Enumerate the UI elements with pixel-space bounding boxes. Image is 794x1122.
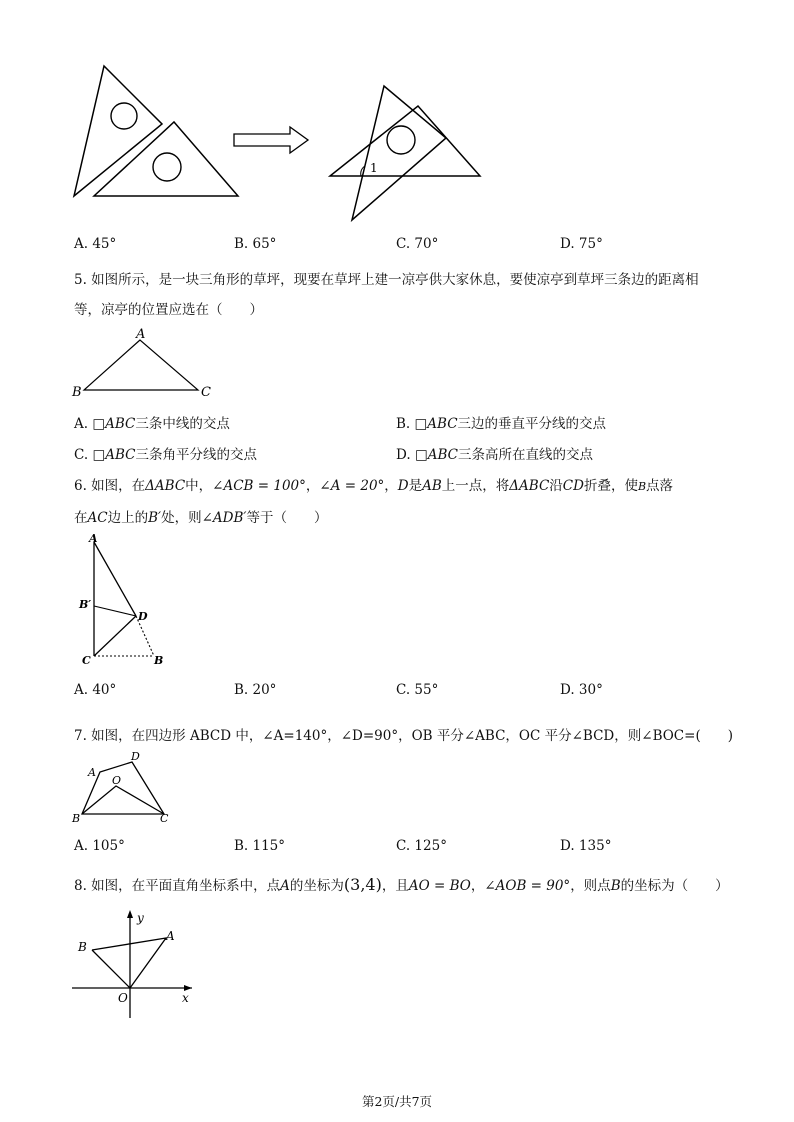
q4-option-a[interactable]: A. 45° (74, 236, 117, 252)
q7-stem: 7. 如图，在四边形 ABCD 中，∠A=140°，∠D=90°，OB 平分∠ABC，OC 平分∠BCD，则∠BOC=( ) (74, 728, 733, 744)
q6-option-d[interactable]: D. 30° (560, 682, 603, 698)
q4-arrow (232, 124, 312, 156)
q8-label-b: B (78, 940, 87, 954)
q5-label-b: B (72, 385, 82, 398)
q7-label-a: A (88, 766, 96, 779)
q5-option-a[interactable]: A. □ABC三条中线的交点 (74, 416, 230, 432)
q4-figure-right (326, 80, 486, 228)
q4-option-d[interactable]: D. 75° (560, 236, 603, 252)
q6-option-b[interactable]: B. 20° (234, 682, 277, 698)
q5-label-c: C (201, 385, 211, 398)
q7-option-a[interactable]: A. 105° (74, 838, 125, 854)
q6-figure (76, 530, 176, 668)
q6-stem-line1: 6. 如图，在ΔABC中，∠ACB = 100°，∠A = 20°，D是AB上一点，将ΔABC沿CD折叠，使B点落 (74, 478, 674, 494)
q5-label-a: A (136, 327, 146, 342)
q7-label-o: O (112, 774, 122, 787)
q7-option-b[interactable]: B. 115° (234, 838, 286, 854)
q6-label-d: D (138, 610, 148, 623)
q8-label-y: y (137, 911, 144, 925)
q8-label-o: O (118, 991, 128, 1005)
q5-figure (70, 326, 220, 398)
q8-figure (66, 906, 202, 1024)
q7-option-d[interactable]: D. 135° (560, 838, 612, 854)
q8-label-x: x (182, 991, 189, 1005)
q6-stem-line2: 在AC边上的B′处，则∠ADB′等于（ ） (74, 510, 328, 526)
q8-label-a: A (166, 929, 175, 943)
q5-option-c[interactable]: C. □ABC三条角平分线的交点 (74, 447, 257, 463)
q6-label-bprime: B′ (79, 598, 92, 611)
q4-figure-left (70, 60, 245, 202)
q6-option-c[interactable]: C. 55° (396, 682, 439, 698)
q6-label-c: C (82, 654, 91, 667)
q5-option-b[interactable]: B. □ABC三边的垂直平分线的交点 (396, 416, 607, 432)
q7-figure (70, 748, 180, 828)
q4-option-b[interactable]: B. 65° (234, 236, 277, 252)
q7-option-c[interactable]: C. 125° (396, 838, 447, 854)
q5-option-d[interactable]: D. □ABC三条高所在直线的交点 (396, 447, 593, 463)
page-footer: 第2页/共7页 (361, 1094, 433, 1109)
q6-label-a: A (89, 532, 98, 545)
q8-stem: 8. 如图，在平面直角坐标系中，点A的坐标为(3,4)，且AO = BO，∠AOB = 90°，则点B的坐标为（ ） (74, 875, 729, 894)
angle-1-label: 1 (370, 161, 378, 175)
q6-option-a[interactable]: A. 40° (74, 682, 117, 698)
q7-label-b: B (72, 812, 81, 825)
q4-option-c[interactable]: C. 70° (396, 236, 439, 252)
q6-label-b: B (154, 654, 164, 667)
q5-stem-line2: 等，凉亭的位置应选在（ ） (74, 302, 263, 318)
q5-stem-line1: 5. 如图所示，是一块三角形的草坪，现要在草坪上建一凉亭供大家休息，要使凉亭到草坪三条边的距离相 (74, 272, 699, 288)
q7-label-d: D (131, 750, 140, 763)
q7-label-c: C (160, 812, 169, 825)
